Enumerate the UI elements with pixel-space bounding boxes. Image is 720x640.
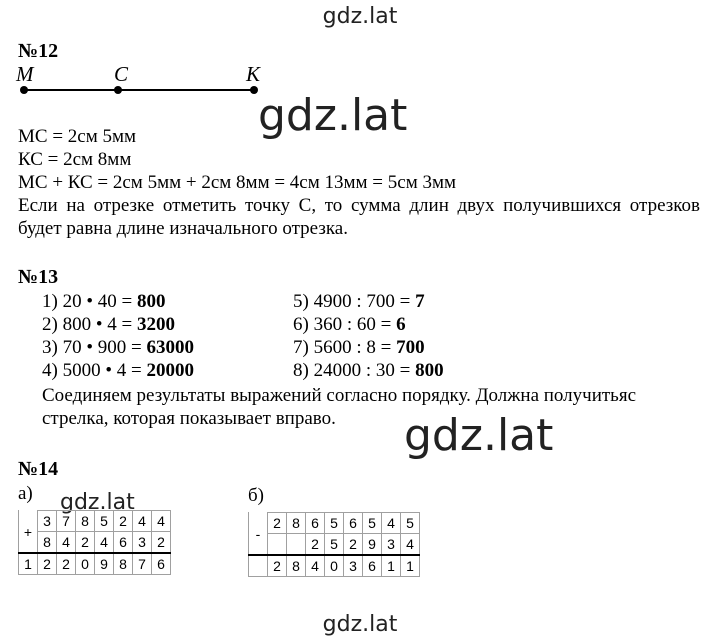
digit-cell: 8 — [76, 511, 95, 532]
point-k — [250, 86, 258, 94]
digit-cell: 7 — [57, 511, 76, 532]
digit-cell: 6 — [114, 532, 133, 554]
point-label-m: M — [16, 62, 34, 86]
result-digit-cell: 0 — [325, 555, 344, 577]
plus-sign: + — [19, 511, 38, 554]
point-m — [20, 86, 28, 94]
watermark-large: gdz.lat — [404, 410, 554, 461]
digit-cell: 4 — [382, 513, 401, 534]
column-addition-a — [18, 510, 171, 575]
digit-cell — [268, 534, 287, 556]
result-digit-cell: 0 — [76, 553, 95, 575]
result-digit-cell: 8 — [114, 553, 133, 575]
digit-cell: 2 — [344, 534, 363, 556]
digit-cell: 6 — [344, 513, 363, 534]
digit-cell: 5 — [401, 513, 420, 534]
part-a-label: а) — [18, 483, 33, 504]
watermark-small: gdz.lat — [60, 490, 135, 515]
sum-equation: МС + КС = 2см 5мм + 2см 8мм = 4см 13мм = 5см 3мм — [18, 172, 457, 193]
digit-cell: 6 — [306, 513, 325, 534]
expression-2: 2) 800 • 4 = 3200 — [42, 314, 175, 335]
digit-cell: 9 — [363, 534, 382, 556]
result-digit-cell: 1 — [401, 555, 420, 577]
conclusion-line-1: Соединяем результаты выражений согласно порядку. Должна получитьяс — [42, 385, 637, 406]
digit-cell — [287, 534, 306, 556]
result-digit-cell: 7 — [133, 553, 152, 575]
task-12-heading: №12 — [18, 40, 59, 62]
digit-cell: 5 — [325, 534, 344, 556]
digit-cell: 5 — [363, 513, 382, 534]
digit-cell: 4 — [95, 532, 114, 554]
point-label-k: K — [246, 62, 261, 86]
explanation-paragraph: Если на отрезке отметить точку С, то сумма длин двух получившихся отрезков будет равна длине изначального отрезка. — [18, 195, 700, 239]
kc-length: КС = 2см 8мм — [18, 149, 132, 170]
digit-cell: 4 — [133, 511, 152, 532]
digit-cell: 8 — [287, 513, 306, 534]
segment-diagram — [14, 62, 264, 98]
digit-cell: 2 — [268, 513, 287, 534]
result-digit-cell: 8 — [287, 555, 306, 577]
result-digit-cell — [249, 555, 268, 577]
result-digit-cell: 6 — [152, 553, 171, 575]
digit-cell: 2 — [114, 511, 133, 532]
result-digit-cell: 2 — [268, 555, 287, 577]
expression-6: 6) 360 : 60 = 6 — [293, 314, 406, 335]
result-digit-cell: 2 — [57, 553, 76, 575]
point-c — [114, 86, 122, 94]
digit-cell: 4 — [152, 511, 171, 532]
mc-length: МС = 2см 5мм — [18, 126, 137, 147]
result-digit-cell: 4 — [306, 555, 325, 577]
result-digit-cell: 3 — [344, 555, 363, 577]
result-digit-cell: 1 — [382, 555, 401, 577]
expression-3: 3) 70 • 900 = 63000 — [42, 337, 194, 358]
conclusion-line-2: стрелка, которая показывает вправо. — [42, 408, 336, 429]
result-digit-cell: 2 — [38, 553, 57, 575]
result-digit-cell: 1 — [19, 553, 38, 575]
digit-cell: 3 — [38, 511, 57, 532]
digit-cell: 4 — [57, 532, 76, 554]
segment-mk — [14, 82, 264, 98]
watermark-large: gdz.lat — [258, 90, 408, 141]
expression-8: 8) 24000 : 30 = 800 — [293, 360, 444, 381]
result-digit-cell: 6 — [363, 555, 382, 577]
expression-7: 7) 5600 : 8 = 700 — [293, 337, 425, 358]
part-b-label: б) — [248, 485, 264, 506]
expression-4: 4) 5000 • 4 = 20000 — [42, 360, 194, 381]
digit-cell: 8 — [38, 532, 57, 554]
result-digit-cell: 9 — [95, 553, 114, 575]
digit-cell: 2 — [306, 534, 325, 556]
digit-cell: 3 — [133, 532, 152, 554]
minus-sign: - — [249, 513, 268, 556]
task-14-heading: №14 — [18, 458, 59, 480]
digit-cell: 2 — [76, 532, 95, 554]
expression-5: 5) 4900 : 700 = 7 — [293, 291, 425, 312]
digit-cell: 3 — [382, 534, 401, 556]
digit-cell: 5 — [95, 511, 114, 532]
digit-cell: 5 — [325, 513, 344, 534]
point-label-c: C — [114, 62, 129, 86]
expression-1: 1) 20 • 40 = 800 — [42, 291, 166, 312]
column-subtraction-b — [248, 512, 420, 577]
digit-cell: 2 — [152, 532, 171, 554]
watermark-top: gdz.lat — [322, 4, 398, 29]
watermark-bottom: gdz.lat — [322, 612, 398, 637]
digit-cell: 4 — [401, 534, 420, 556]
task-13-heading: №13 — [18, 266, 59, 288]
